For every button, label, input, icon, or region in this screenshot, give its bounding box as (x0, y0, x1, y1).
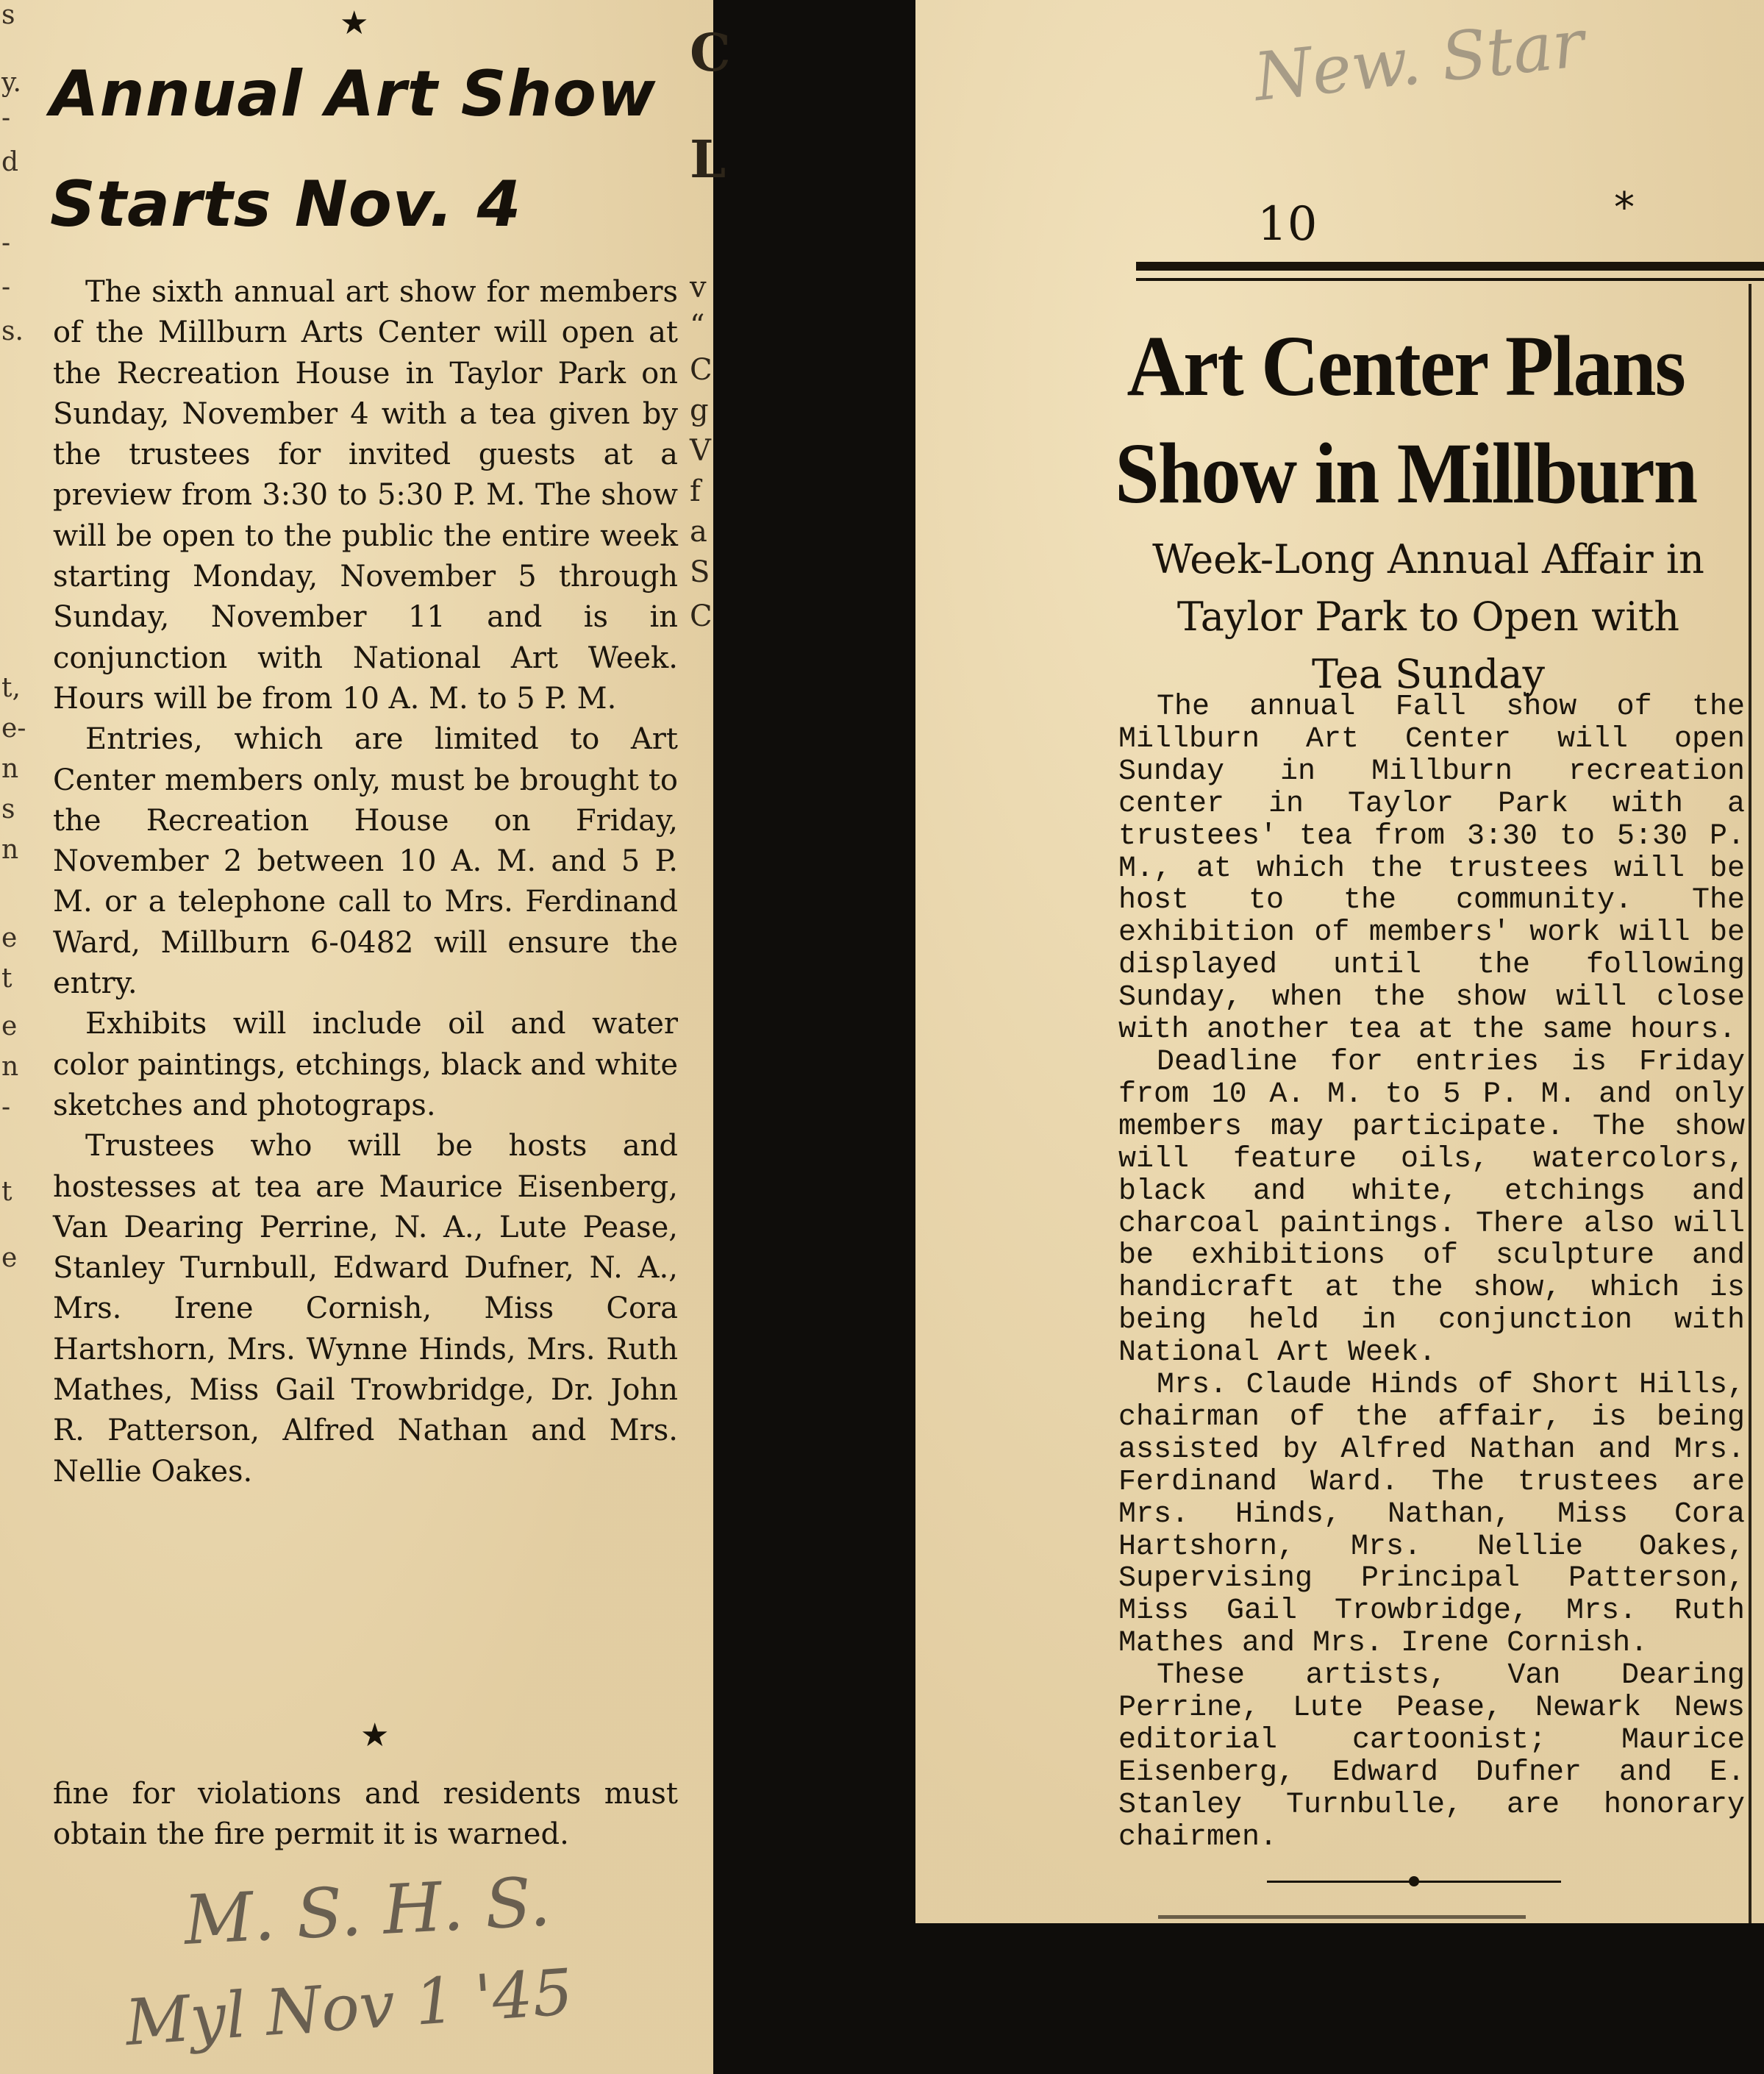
paragraph: Deadline for entries is Friday from 10 A. M. to 5 P. M. and only members may participate. The show will feature oils, watercolors, black and white, etchings and charcoal paintings. There also will be exhibitions of sculpture and handicraft at the show, which is being held in conjunction with National Art Week. (1118, 1045, 1745, 1370)
article-body (53, 272, 678, 1492)
separator-star-icon: ★ (360, 1717, 390, 1754)
page-number: 10 (1257, 197, 1318, 252)
fragment-letter: - (1, 103, 11, 133)
paragraph: These artists, Van Dearing Perrine, Lute Pease, Newark News editorial cartoonist; Maurice Eisenberg, Edward Dufner and E. Stanley Turnbulle, are honorary chairmen. (1118, 1659, 1745, 1854)
deck-line-1: Week-Long Annual Affair in (1152, 536, 1704, 582)
fragment-letter: L (690, 129, 726, 190)
fragment-letter: n (1, 1052, 19, 1082)
fragment-letter: - (1, 272, 11, 302)
cut-edge-rule (1158, 1915, 1526, 1919)
fragment-letter: e (1, 923, 18, 953)
paragraph: Trustees who will be hosts and hostesses at tea are Maurice Eisenberg, Van Dearing Perrine, N. A., Lute Pease, Stanley Turnbull, Edward Dufner, N. A., Mrs. Irene Cornish, Miss Cora Hartshorn, Mrs. Wynne Hinds, Mrs. Ruth Mathes, Miss Gail Trowbridge, Dr. John R. Patterson, Alfred Nathan and Mrs. Nellie Oakes. (53, 1129, 678, 1489)
fragment-letter: a (690, 515, 707, 549)
fragment-letter: e (1, 1011, 18, 1041)
headline-line-2: Show in Millburn (1115, 425, 1697, 521)
fragment-letter: s. (1, 316, 24, 346)
fragment-letter: e (1, 1243, 18, 1273)
page-star-icon: * (1614, 184, 1635, 232)
headline-line-2: Starts Nov. 4 (50, 168, 522, 241)
paragraph: Mrs. Claude Hinds of Short Hills, chairman of the affair, is being assisted by Alfred Nathan and Mrs. Ferdinand Ward. The trustees are Mrs. Hinds, Nathan, Miss Cora Hartshorn, Mrs. Nellie Oakes, Supervising Principal Patterson, Miss Gail Trowbridge, Mrs. Ruth Mathes and Mrs. Irene Cornish. (1118, 1369, 1745, 1661)
fragment-letter: - (1, 228, 11, 258)
paragraph: The sixth annual art show for members of the Millburn Arts Center will open at the Recreation House in Taylor Park on Sunday, November 4 with a tea given by the trustees for invited guests at a preview from 3:30 to 5:30 P. M. The show will be open to the public the entire week starting Monday, November 5 through Sunday, November 11 and is in conjunction with National Art Week. Hours will be from 10 A. M. to 5 P. M. (53, 275, 678, 716)
fragment-letter: t, (1, 673, 21, 703)
fragment-letter: “ (690, 309, 705, 343)
fragment-letter: f (690, 474, 701, 508)
handwritten-source: New. Star (1250, 4, 1588, 117)
fragment-letter: S (690, 555, 710, 589)
fragment-letter: V (690, 434, 711, 468)
end-of-article-dot (1409, 1876, 1419, 1886)
fragment-letter: C (690, 353, 713, 387)
headline-line-1: Annual Art Show (50, 57, 657, 131)
fragment-letter: t (1, 1177, 13, 1207)
fragment-letter: d (1, 147, 19, 177)
fragment-letter: t (1, 963, 13, 994)
fragment-letter: - (1, 1092, 11, 1122)
fragment-letter: e- (1, 713, 26, 744)
fragment-letter: s (1, 794, 15, 824)
fragment-letter: g (690, 393, 709, 427)
headline (1108, 313, 1704, 527)
handwritten-date: Myl Nov 1 '45 (123, 1955, 576, 2061)
handwritten-note: M. S. H. S. (182, 1862, 553, 1960)
masthead-rule-thin (1136, 278, 1764, 281)
paragraph: fine for violations and residents must obtain the fire permit it is warned. (53, 1777, 678, 1852)
trailing-article-fragment (53, 1774, 678, 1856)
adjacent-column-right-edge (690, 0, 731, 662)
fragment-letter: v (690, 271, 707, 304)
deck-line-2: Taylor Park to Open with (1176, 594, 1680, 640)
fragment-letter: n (1, 754, 19, 784)
paragraph: Exhibits will include oil and water color paintings, etchings, black and white sketches and photograps. (53, 1007, 678, 1122)
subheadline (1110, 531, 1746, 703)
right-clipping (915, 0, 1764, 1923)
top-star-icon: ★ (340, 4, 369, 42)
left-clipping (0, 0, 731, 2074)
fragment-letter: n (1, 835, 19, 865)
fragment-letter: y. (1, 68, 21, 98)
paragraph: The annual Fall show of the Millburn Art Center will open Sunday in Millburn recreation center in Taylor Park with a trustees' tea from 3:30 to 5:30 P. M., at which the trustees will be host to the community. The exhibition of members' work will be displayed until the following Sunday, when the show will close with another tea at the same hours. (1118, 691, 1745, 1047)
column-rule (1749, 284, 1751, 1923)
headline-line-1: Art Center Plans (1126, 318, 1685, 414)
article-body (1118, 691, 1745, 1854)
fragment-letter: s (1, 0, 15, 30)
paragraph: Entries, which are limited to Art Center members only, must be brought to the Recreation House on Friday, November 2 between 10 A. M. and 5 P. M. or a telephone call to Mrs. Ferdinand Ward, Millburn 6-0482 will ensure the entry. (53, 722, 678, 1001)
fragment-letter: C (690, 599, 713, 633)
adjacent-column-fragments (0, 0, 26, 2074)
fragment-letter: C (690, 22, 731, 83)
deck-line-3: Tea Sunday (1312, 651, 1545, 697)
masthead-rule (1136, 262, 1764, 271)
